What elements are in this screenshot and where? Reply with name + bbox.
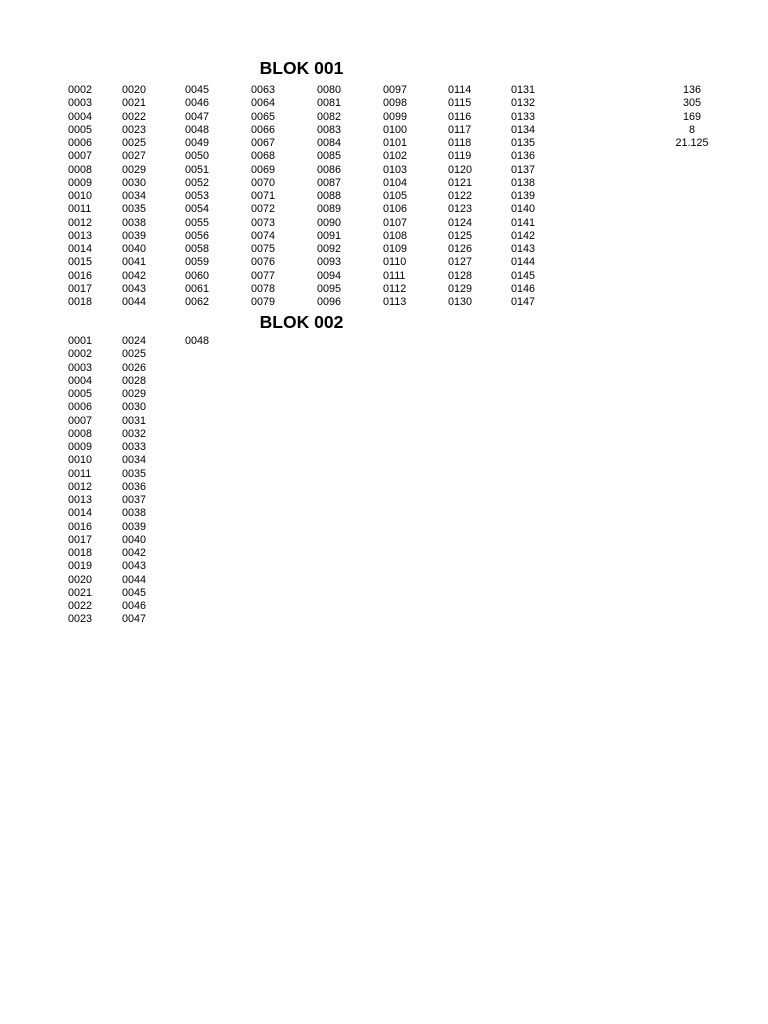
table-cell: 0025 <box>122 137 147 149</box>
table-cell: 0090 <box>317 216 342 229</box>
table-cell: 0035 <box>122 467 147 480</box>
table-cell: 0017 <box>68 533 93 546</box>
table-cell: 0114 <box>448 84 472 96</box>
table-cell: 0002 <box>68 348 93 361</box>
block-2-column-3 <box>185 335 209 348</box>
table-cell: 0075 <box>251 243 276 255</box>
table-cell: 0013 <box>68 494 93 506</box>
table-cell: 0080 <box>317 84 342 96</box>
table-cell: 0086 <box>317 163 342 176</box>
table-cell: 0045 <box>122 586 147 599</box>
table-cell: 0033 <box>122 441 147 453</box>
table-cell: 0010 <box>68 190 93 202</box>
table-cell: 0038 <box>122 216 147 229</box>
table-cell: 0131 <box>511 84 536 96</box>
table-cell: 0052 <box>185 176 210 189</box>
table-cell: 0001 <box>68 335 93 347</box>
table-cell: 0039 <box>122 229 147 242</box>
table-cell: 0025 <box>122 348 147 361</box>
table-cell: 0015 <box>68 256 93 269</box>
table-cell: 0066 <box>251 123 276 136</box>
table-cell: 0026 <box>122 361 147 374</box>
table-cell: 0105 <box>383 190 408 202</box>
table-cell: 0110 <box>383 256 407 269</box>
table-cell: 0144 <box>511 256 536 269</box>
table-cell: 0004 <box>68 374 93 387</box>
table-cell: 0017 <box>68 282 93 295</box>
table-cell: 0049 <box>185 137 210 149</box>
table-cell: 0005 <box>68 123 93 136</box>
block-001-title: BLOK 001 <box>259 58 344 78</box>
table-cell: 0028 <box>122 374 147 387</box>
table-cell: 0145 <box>511 269 536 282</box>
table-cell: 0016 <box>68 520 93 533</box>
table-cell: 0006 <box>68 401 93 414</box>
table-cell: 0024 <box>122 335 147 347</box>
table-cell: 0030 <box>122 401 147 414</box>
block-1-column-3 <box>185 84 209 309</box>
table-cell: 0087 <box>317 176 342 189</box>
table-cell: 0014 <box>68 243 93 255</box>
table-cell: 0047 <box>122 613 147 626</box>
table-cell: 0037 <box>122 494 147 506</box>
table-cell: 0041 <box>122 256 147 269</box>
table-cell: 0027 <box>122 150 147 163</box>
table-cell: 0078 <box>251 282 276 295</box>
table-cell: 0088 <box>317 190 342 202</box>
table-cell: 0081 <box>317 97 342 110</box>
table-cell: 0016 <box>68 269 93 282</box>
table-cell: 0032 <box>122 427 147 440</box>
table-cell: 0083 <box>317 123 342 136</box>
table-cell: 0130 <box>448 296 473 308</box>
table-cell: 0002 <box>68 84 93 96</box>
table-cell: 0065 <box>251 110 276 123</box>
table-cell: 0040 <box>122 533 147 546</box>
table-cell: 0140 <box>511 203 536 216</box>
table-cell: 0101 <box>383 137 408 149</box>
table-cell: 0021 <box>122 97 147 110</box>
table-cell: 0068 <box>251 150 276 163</box>
table-cell: 0058 <box>185 243 210 255</box>
table-cell: 0009 <box>68 441 93 453</box>
table-cell: 0120 <box>448 163 473 176</box>
block-2-column-1 <box>68 335 92 627</box>
block-1-column-7 <box>448 84 472 309</box>
table-cell: 0050 <box>185 150 210 163</box>
table-cell: 0040 <box>122 243 147 255</box>
table-cell: 0136 <box>511 150 536 163</box>
block-1-column-6 <box>383 84 407 309</box>
table-cell: 0102 <box>383 150 408 163</box>
table-cell: 0005 <box>68 388 93 400</box>
table-cell: 0077 <box>251 269 276 282</box>
block-1-column-1 <box>68 84 92 309</box>
table-cell: 0123 <box>448 203 473 216</box>
table-cell: 0034 <box>122 190 147 202</box>
block-1-column-4 <box>251 84 275 309</box>
table-cell: 0064 <box>251 97 276 110</box>
table-cell: 0076 <box>251 256 276 269</box>
table-cell: 0003 <box>68 97 93 110</box>
table-cell: 0139 <box>511 190 536 202</box>
table-cell: 0029 <box>122 163 147 176</box>
table-cell: 0113 <box>383 296 407 308</box>
table-cell: 0132 <box>511 97 536 110</box>
table-cell: 0011 <box>68 203 92 216</box>
summary-value: 136 <box>682 84 701 96</box>
table-cell: 0008 <box>68 163 93 176</box>
block-002-title: BLOK 002 <box>259 312 344 332</box>
table-cell: 0048 <box>185 335 210 347</box>
table-cell: 0003 <box>68 361 93 374</box>
table-cell: 0044 <box>122 296 147 308</box>
block-1-column-2 <box>122 84 146 309</box>
table-cell: 0009 <box>68 176 93 189</box>
table-cell: 0128 <box>448 269 473 282</box>
table-cell: 0029 <box>122 388 147 400</box>
table-cell: 0063 <box>251 84 276 96</box>
table-cell: 0004 <box>68 110 93 123</box>
table-cell: 0082 <box>317 110 342 123</box>
table-cell: 0023 <box>68 613 93 626</box>
table-cell: 0010 <box>68 454 93 467</box>
table-cell: 0141 <box>511 216 536 229</box>
table-cell: 0034 <box>122 454 147 467</box>
table-cell: 0143 <box>511 243 536 255</box>
table-cell: 0106 <box>383 203 408 216</box>
table-cell: 0074 <box>251 229 276 242</box>
table-cell: 0089 <box>317 203 342 216</box>
table-cell: 0099 <box>383 110 408 123</box>
table-cell: 0127 <box>448 256 473 269</box>
summary-value: 169 <box>682 110 701 123</box>
table-cell: 0133 <box>511 110 536 123</box>
table-cell: 0071 <box>251 190 276 202</box>
table-cell: 0134 <box>511 123 536 136</box>
table-cell: 0044 <box>122 573 147 586</box>
table-cell: 0119 <box>448 150 472 163</box>
table-cell: 0055 <box>185 216 210 229</box>
table-cell: 0116 <box>448 110 472 123</box>
table-cell: 0085 <box>317 150 342 163</box>
table-cell: 0084 <box>317 137 342 149</box>
table-cell: 0103 <box>383 163 408 176</box>
table-cell: 0059 <box>185 256 210 269</box>
table-cell: 0011 <box>68 467 92 480</box>
table-cell: 0142 <box>511 229 536 242</box>
table-cell: 0012 <box>68 480 93 493</box>
table-cell: 0008 <box>68 427 93 440</box>
table-cell: 0043 <box>122 560 147 573</box>
block-1-column-5 <box>317 84 341 309</box>
table-cell: 0020 <box>68 573 93 586</box>
table-cell: 0124 <box>448 216 473 229</box>
table-cell: 0043 <box>122 282 147 295</box>
table-cell: 0107 <box>383 216 408 229</box>
table-cell: 0039 <box>122 520 147 533</box>
table-cell: 0070 <box>251 176 276 189</box>
block-1-column-8 <box>511 84 535 309</box>
summary-value: 305 <box>682 97 701 110</box>
table-cell: 0093 <box>317 256 342 269</box>
table-cell: 0117 <box>448 123 472 136</box>
table-cell: 0067 <box>251 137 276 149</box>
table-cell: 0118 <box>448 137 472 149</box>
table-cell: 0019 <box>68 560 93 573</box>
table-cell: 0079 <box>251 296 276 308</box>
table-cell: 0046 <box>185 97 210 110</box>
table-cell: 0135 <box>511 137 536 149</box>
table-cell: 0053 <box>185 190 210 202</box>
block-2-column-2 <box>122 335 146 627</box>
table-cell: 0007 <box>68 414 93 427</box>
table-cell: 0091 <box>317 229 342 242</box>
table-cell: 0054 <box>185 203 210 216</box>
table-cell: 0006 <box>68 137 93 149</box>
table-cell: 0051 <box>185 163 210 176</box>
summary-value: 8 <box>688 123 695 136</box>
table-cell: 0042 <box>122 269 147 282</box>
table-cell: 0121 <box>448 176 473 189</box>
table-cell: 0012 <box>68 216 93 229</box>
table-cell: 0062 <box>185 296 210 308</box>
table-cell: 0100 <box>383 123 408 136</box>
table-cell: 0047 <box>185 110 210 123</box>
table-cell: 0061 <box>185 282 210 295</box>
table-cell: 0036 <box>122 480 147 493</box>
table-cell: 0104 <box>383 176 408 189</box>
table-cell: 0069 <box>251 163 276 176</box>
table-cell: 0137 <box>511 163 536 176</box>
table-cell: 0095 <box>317 282 342 295</box>
table-cell: 0038 <box>122 507 147 520</box>
summary-column <box>652 84 732 150</box>
table-cell: 0018 <box>68 296 93 308</box>
table-cell: 0094 <box>317 269 342 282</box>
table-cell: 0129 <box>448 282 473 295</box>
table-cell: 0125 <box>448 229 473 242</box>
table-cell: 0031 <box>122 414 147 427</box>
table-cell: 0021 <box>68 586 93 599</box>
table-cell: 0109 <box>383 243 408 255</box>
summary-value: 21.125 <box>675 137 709 149</box>
table-cell: 0056 <box>185 229 210 242</box>
table-cell: 0018 <box>68 547 93 559</box>
table-cell: 0072 <box>251 203 276 216</box>
table-cell: 0046 <box>122 600 147 612</box>
table-cell: 0023 <box>122 123 147 136</box>
table-cell: 0030 <box>122 176 147 189</box>
table-cell: 0035 <box>122 203 147 216</box>
table-cell: 0108 <box>383 229 408 242</box>
table-cell: 0146 <box>511 282 536 295</box>
table-cell: 0115 <box>448 97 472 110</box>
table-cell: 0022 <box>122 110 147 123</box>
table-cell: 0092 <box>317 243 342 255</box>
table-cell: 0111 <box>383 269 406 282</box>
table-cell: 0112 <box>383 282 407 295</box>
table-cell: 0014 <box>68 507 93 520</box>
table-cell: 0048 <box>185 123 210 136</box>
table-cell: 0007 <box>68 150 93 163</box>
table-cell: 0122 <box>448 190 473 202</box>
table-cell: 0042 <box>122 547 147 559</box>
table-cell: 0098 <box>383 97 408 110</box>
table-cell: 0013 <box>68 229 93 242</box>
table-cell: 0126 <box>448 243 473 255</box>
table-cell: 0096 <box>317 296 342 308</box>
table-cell: 0060 <box>185 269 210 282</box>
table-cell: 0097 <box>383 84 408 96</box>
table-cell: 0073 <box>251 216 276 229</box>
table-cell: 0138 <box>511 176 536 189</box>
table-cell: 0022 <box>68 600 93 612</box>
table-cell: 0045 <box>185 84 210 96</box>
table-cell: 0147 <box>511 296 536 308</box>
table-cell: 0020 <box>122 84 147 96</box>
